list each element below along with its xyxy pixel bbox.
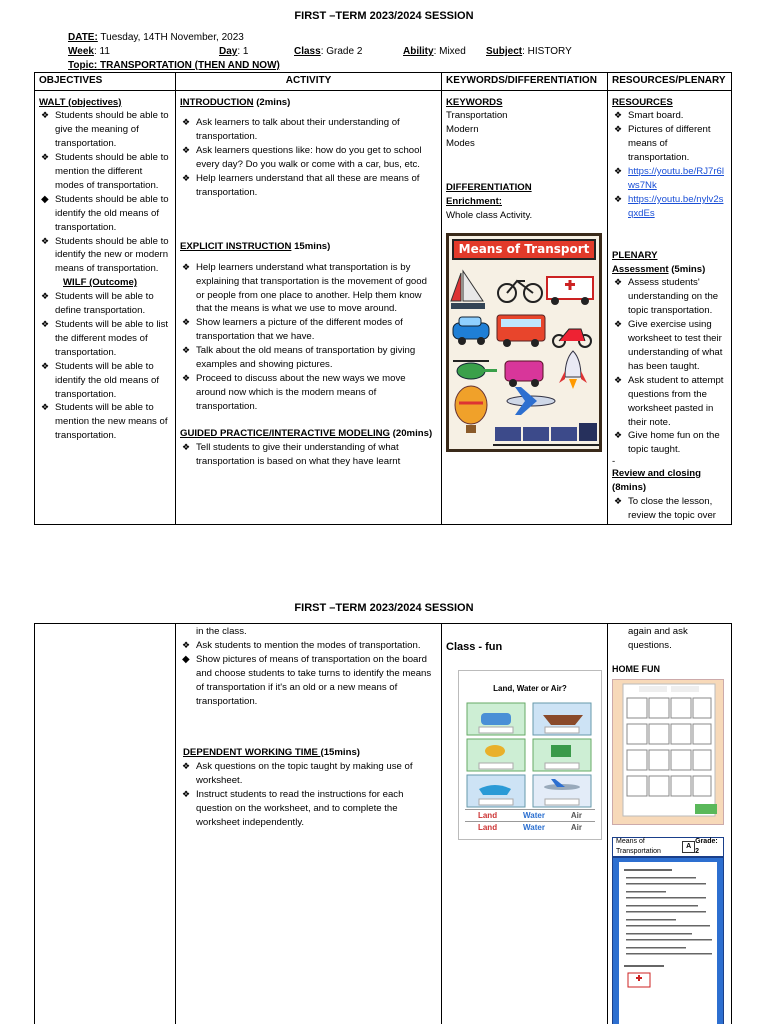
van-icon	[505, 361, 543, 387]
assessment-item: ❖ Give home fun on the topic taught.	[612, 429, 727, 457]
day-label: Day	[219, 46, 238, 57]
bicycle-icon	[498, 281, 542, 302]
quiz-grade: Grade: 2	[695, 837, 718, 855]
subject-field	[486, 45, 572, 60]
resources-continued-line: again and ask questions.	[628, 626, 688, 651]
assessment-item: ❖ Assess students' understanding on the topic transportation.	[612, 276, 727, 318]
intro-item: ❖ Ask learners to talk about their understanding of transportation.	[180, 116, 437, 144]
enrichment-heading: Enrichment:	[446, 196, 502, 208]
keyword-item: Modes	[446, 138, 475, 150]
ambulance-icon	[547, 277, 593, 305]
wilf-item: ❖ Students will be able to list the different modes of transportation.	[39, 318, 171, 360]
youtube-link-1[interactable]: https://youtu.be/RJ7r6lws7Nk	[628, 166, 724, 191]
review-item: ❖ To close the lesson, review the topic over	[612, 495, 727, 523]
past-present-transport-worksheet	[612, 679, 724, 825]
truck-icon	[533, 739, 591, 771]
ambulance-icon	[628, 973, 650, 987]
assessment-time: (5mins)	[668, 263, 706, 275]
boat-icon	[533, 703, 591, 735]
date-label: DATE:	[68, 32, 98, 43]
helicopter-icon	[453, 361, 497, 379]
keywords-cell	[442, 90, 608, 525]
explicit-heading-line	[180, 240, 437, 254]
worksheet-grid	[613, 680, 723, 824]
answer-row-1	[465, 809, 595, 822]
means-of-transportation-quiz	[612, 837, 724, 1024]
date-value: Tuesday, 14TH November, 2023	[97, 32, 244, 43]
keyword-item: Transportation	[446, 110, 508, 122]
car-icon	[453, 317, 489, 345]
activity-cell	[176, 90, 442, 525]
date-line	[68, 31, 244, 46]
ability-label: Ability	[403, 46, 434, 57]
explicit-item: ❖ Talk about the old means of transportation by giving examples and showing pictures.	[180, 344, 437, 372]
day-value: : 1	[237, 46, 249, 57]
dwt-item: ❖ Instruct students to read the instructions for each question on the worksheet, and to complete the worksheet independently.	[180, 788, 437, 830]
page-title: FIRST –TERM 2023/2024 SESSION	[294, 10, 474, 22]
motorbike-icon	[553, 329, 591, 347]
keyword-item: Modern	[446, 124, 479, 136]
dwt-time: (15mins)	[320, 747, 360, 759]
wilf-item: ❖ Students will be able to define transportation.	[39, 290, 171, 318]
activity-continued-line: in the class.	[196, 626, 247, 637]
walt-item: ❖ Students should be able to mention the different modes of transportation.	[39, 151, 171, 193]
activity-item: ◆ Show pictures of means of transportation on the board and choose students to take turns to identify the means of transportation if it's an old or a new means of transportation.	[180, 653, 437, 709]
quiz-header	[613, 838, 723, 858]
ability-value: : Mixed	[433, 46, 466, 57]
intro-heading: INTRODUCTION	[180, 96, 254, 108]
resource-item: ❖ Pictures of different means of transportation.	[612, 123, 727, 165]
home-fun-heading: HOME FUN	[612, 663, 660, 674]
class-value: : Grade 2	[320, 46, 363, 57]
class-fun-cell	[442, 624, 608, 1024]
quiz-text-lines	[622, 865, 717, 1024]
hot-air-balloon-icon	[455, 386, 487, 433]
sailboat-icon	[451, 271, 485, 309]
activity-cell-continued	[176, 624, 442, 1024]
answer-row-2	[465, 821, 595, 834]
activity-item: ❖ Ask students to mention the modes of transportation.	[180, 639, 437, 653]
header-objectives: OBJECTIVES	[35, 73, 176, 91]
explicit-item: ❖ Help learners understand what transportation is by explaining that transportation is the movement of good or people from one place to another. Help them know that the means is what we use to move around.	[180, 261, 437, 317]
class-field	[294, 45, 362, 60]
week-value: : 11	[93, 46, 110, 57]
guided-heading-line	[180, 427, 437, 441]
quiz-letter: A	[682, 841, 695, 853]
review-heading: Review and closing	[612, 467, 702, 479]
resource-link-item	[612, 193, 727, 221]
assessment-item: ❖ Give exercise using worksheet to test their understanding of what has been taught.	[612, 318, 727, 374]
means-of-transport-poster	[446, 233, 602, 452]
intro-heading-line	[180, 96, 437, 110]
intro-time: (2mins)	[253, 96, 291, 108]
objectives-cell	[35, 90, 176, 525]
worksheet-title: Land, Water or Air?	[493, 683, 567, 693]
label-land: Land	[477, 810, 498, 820]
resource-item: ❖ Smart board.	[612, 109, 727, 123]
resources-cell	[608, 90, 732, 525]
dwt-heading-line	[180, 746, 437, 760]
rocket-icon	[559, 351, 587, 389]
walt-heading: WALT (objectives)	[39, 96, 122, 108]
poster-title: Means of Transport	[452, 239, 596, 260]
quiz-body	[619, 862, 717, 1024]
wilf-heading: WILF (Outcome)	[63, 277, 138, 289]
label-water: Water	[523, 810, 545, 820]
lesson-table-page1	[34, 72, 732, 525]
intro-item: ❖ Help learners understand that all these are means of transportation.	[180, 172, 437, 200]
assessment-heading-line	[612, 263, 727, 277]
header-keywords: KEYWORDS/DIFFERENTIATION	[442, 73, 608, 91]
jet-ski-icon	[467, 775, 525, 807]
quiz-title: Means of Transportation	[616, 837, 661, 855]
objectives-cell-continued	[35, 624, 176, 1024]
ability-field	[403, 45, 466, 60]
youtube-link-2[interactable]: https://youtu.be/nylv2sqxdEs	[628, 193, 724, 219]
resources-heading: RESOURCES	[612, 96, 673, 108]
keywords-heading: KEYWORDS	[446, 96, 503, 108]
transport-illustrations	[449, 263, 599, 453]
label-air: Air	[570, 823, 583, 833]
explicit-time: 15mins)	[291, 240, 331, 252]
guided-time: (20mins)	[390, 427, 433, 439]
plane-icon	[507, 387, 555, 415]
review-time: (8mins)	[612, 481, 647, 493]
day-field	[219, 45, 248, 60]
plenary-heading: PLENARY	[612, 249, 658, 261]
class-label: Class	[294, 46, 321, 57]
header-resources: RESOURCES/PLENARY	[608, 73, 732, 91]
train-icon	[493, 423, 599, 445]
week-field	[68, 45, 110, 60]
dwt-item: ❖ Ask questions on the topic taught by making use of worksheet.	[180, 760, 437, 788]
walt-item: ❖ Students should be able to give the meaning of transportation.	[39, 109, 171, 151]
enrichment-text: Whole class Activity.	[446, 209, 533, 221]
label-land: Land	[477, 823, 498, 833]
header-activity: ACTIVITY	[176, 73, 442, 91]
worksheet-pictures	[459, 701, 601, 809]
guided-item: ❖ Tell students to give their understanding of what transportation is based on what they have learnt	[180, 441, 437, 469]
resource-link-item	[612, 165, 727, 193]
helicopter-icon	[467, 739, 525, 771]
guided-heading: GUIDED PRACTICE/INTERACTIVE MODELING	[180, 427, 391, 439]
home-fun-cell	[608, 624, 732, 1024]
page2-title: FIRST –TERM 2023/2024 SESSION	[294, 602, 474, 614]
topic-label: Topic:	[68, 60, 98, 71]
car-icon	[467, 703, 525, 735]
topic-value: TRANSPORTATION (THEN AND NOW)	[97, 60, 280, 71]
explicit-heading: EXPLICIT INSTRUCTION	[180, 240, 292, 252]
subject-value: : HISTORY	[522, 46, 572, 57]
land-water-air-worksheet	[458, 670, 602, 840]
dwt-heading: DEPENDENT WORKING TIME	[183, 747, 321, 759]
walt-item: ◆ Students should be able to identify the old means of transportation.	[39, 193, 171, 235]
lesson-table-page2	[34, 623, 732, 1024]
wilf-item: ❖ Students will be able to mention the new means of transportation.	[39, 401, 171, 443]
differentiation-heading: DIFFERENTIATION	[446, 182, 532, 194]
explicit-item: ❖ Proceed to discuss about the new ways we move around now which is the modern means of transportation.	[180, 372, 437, 414]
assessment-item: ❖ Ask student to attempt questions from the worksheet pasted in their note.	[612, 374, 727, 430]
label-air: Air	[570, 810, 583, 820]
wilf-item: ❖ Students will be able to identify the old means of transportation.	[39, 360, 171, 402]
subject-label: Subject	[486, 46, 523, 57]
class-fun-heading: Class - fun	[446, 641, 503, 653]
plane-icon	[533, 775, 591, 807]
dash-marker: -	[612, 456, 616, 468]
explicit-item: ❖ Show learners a picture of the different modes of transportation that we have.	[180, 316, 437, 344]
label-water: Water	[523, 823, 545, 833]
walt-item: ❖ Students should be able to identify the new or modern means of transportation.	[39, 235, 171, 277]
assessment-heading: Assessment	[612, 263, 669, 275]
bus-icon	[497, 315, 545, 347]
intro-item: ❖ Ask learners questions like: how do you get to school every day? Do you walk or come with a car, bus, etc.	[180, 144, 437, 172]
week-label: Week	[68, 46, 94, 57]
review-heading-line	[612, 467, 727, 495]
